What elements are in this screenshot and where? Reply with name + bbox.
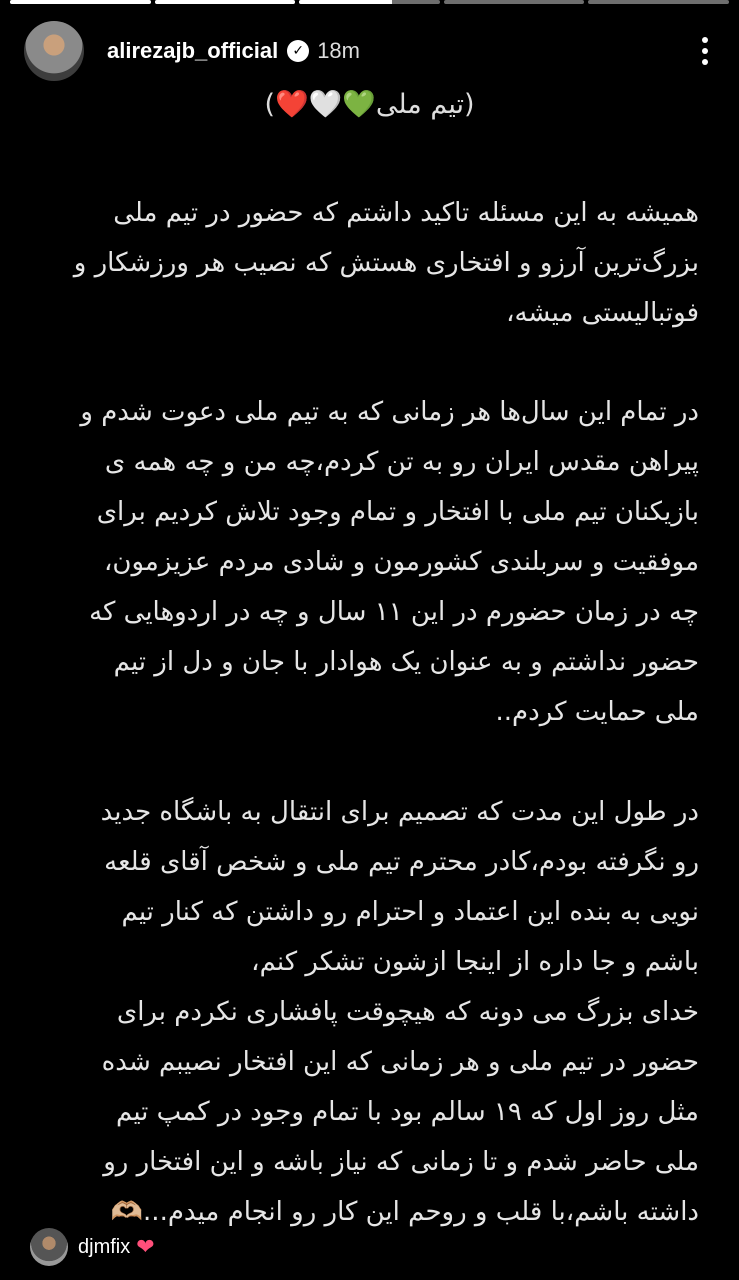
mention-username[interactable]: djmfix: [78, 1235, 131, 1258]
progress-segment: [299, 0, 440, 4]
text-line: ملی حاضر شدم و تا زمانی که نیاز باشه و این افتخار رو: [103, 1147, 699, 1177]
progress-segment: [444, 0, 585, 4]
progress-segment: [10, 0, 151, 4]
text-line: ملی حمایت کردم..: [495, 697, 699, 727]
paragraph-1: [40, 188, 699, 338]
text-line: خدای بزرگ می دونه که هیچوقت پافشاری نکردم برای: [116, 997, 699, 1027]
text-line: باشم و جا داره از اینجا ازشون تشکر کنم،: [251, 947, 699, 977]
dot-icon: [702, 48, 708, 54]
mention-avatar: [30, 1228, 68, 1266]
text-line: داشته باشم،با قلب و روحم این کار رو انجام میدم...🫶🏼: [110, 1197, 699, 1227]
progress-fill: [10, 0, 151, 4]
avatar[interactable]: [24, 21, 84, 81]
mention[interactable]: [30, 1228, 155, 1266]
verified-badge-icon: ✓: [287, 40, 309, 62]
text-line: بازیکنان تیم ملی با افتخار و تمام وجود تلاش کردیم برای: [96, 497, 699, 527]
text-line: فوتبالیستی میشه،: [506, 298, 699, 328]
progress-fill: [299, 0, 392, 4]
progress-fill: [155, 0, 296, 4]
text-line: موفقیت و سربلندی کشورمون و شادی مردم عزیزمون،: [104, 547, 699, 577]
text-line: در طول این مدت که تصمیم برای انتقال به باشگاه جدید: [100, 797, 699, 827]
timestamp: 18m: [317, 38, 360, 63]
text-line: نویی به بنده این اعتماد و احترام رو داشتن که کنار تیم: [121, 897, 699, 927]
paragraph-3: [40, 787, 699, 1237]
username[interactable]: alirezajb_official: [107, 38, 279, 63]
dot-icon: [702, 37, 708, 43]
text-line: حضور نداشتم و به عنوان یک هوادار با جان و دل از تیم: [113, 647, 699, 677]
more-options-button[interactable]: [695, 37, 715, 65]
progress-segment: [155, 0, 296, 4]
story-progress: [10, 0, 729, 4]
text-line: حضور در تیم ملی و هر زمانی که این افتخار نصیبم شده: [101, 1047, 699, 1077]
text-line: چه در زمان حضورم در این ۱۱ سال و چه در اردوهایی که: [89, 597, 699, 627]
text-line: در تمام این سال‌ها هر زمانی که به تیم ملی دعوت شدم و: [80, 397, 699, 427]
dot-icon: [702, 59, 708, 65]
text-line: مثل روز اول که ۱۹ سالم بود با تمام وجود در کمپ تیم: [116, 1097, 699, 1127]
progress-segment: [588, 0, 729, 4]
story-header: [24, 20, 715, 82]
paragraph-2: [40, 387, 699, 737]
text-line: پیراهن مقدس ایران رو به تن کردم،چه من و چه همه ی: [104, 447, 699, 477]
text-line: همیشه به این مسئله تاکید داشتم که حضور در تیم ملی: [113, 198, 699, 228]
text-line: رو نگرفته بودم،کادر محترم تیم ملی و شخص آقای قلعه: [104, 847, 699, 877]
text-line: بزرگ‌ترین آرزو و افتخاری هستش که نصیب هر ورزشکار و: [73, 248, 699, 278]
story-title: (تیم ملی💚🤍❤️): [264, 89, 475, 120]
heart-icon: ❤: [136, 1234, 155, 1260]
